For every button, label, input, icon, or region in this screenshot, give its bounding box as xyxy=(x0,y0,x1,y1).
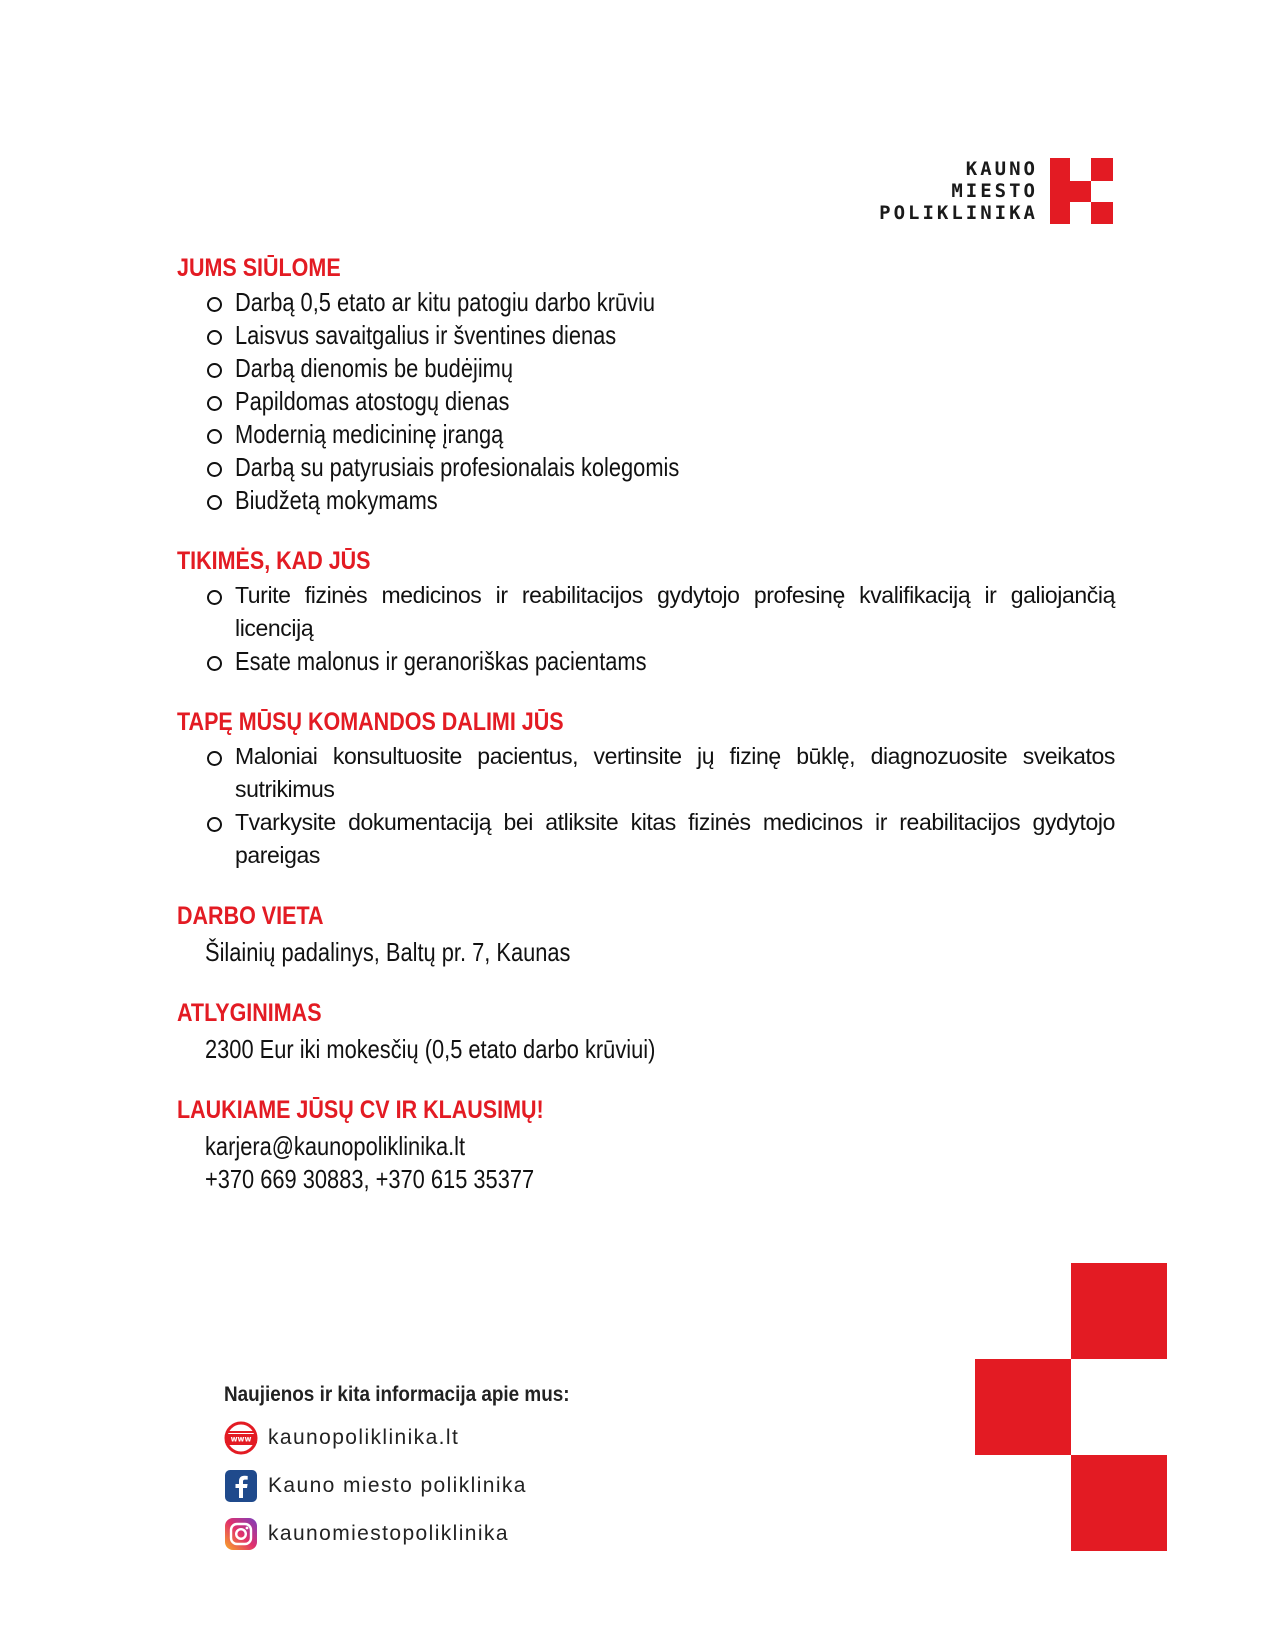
footer xyxy=(224,1383,608,1551)
section-workplace xyxy=(177,900,1115,969)
instagram-icon xyxy=(224,1517,258,1551)
footer-link-text: kaunopoliklinika.lt xyxy=(268,1426,460,1449)
svg-text:www: www xyxy=(230,1434,252,1444)
list-item xyxy=(177,418,1115,451)
list-item-text: Maloniai konsultuosite pacientus, vertinsite jų fizinę būklę, diagnozuosite sveikatos sutrikimus xyxy=(235,743,1115,802)
www-icon xyxy=(224,1421,258,1455)
list-item-text: Tvarkysite dokumentaciją bei atliksite kitas fizinės medicinos ir reabilitacijos gydytojo pareigas xyxy=(235,809,1115,868)
bullet-icon xyxy=(207,590,222,605)
footer-link-website[interactable] xyxy=(224,1421,608,1455)
list-item-text: Laisvus savaitgalius ir šventines dienas xyxy=(235,320,617,350)
list-item xyxy=(177,352,1115,385)
list-item xyxy=(177,740,1115,806)
decorative-square xyxy=(1071,1263,1167,1359)
bullet-icon xyxy=(207,297,222,312)
bullet-icon xyxy=(207,817,222,832)
list-item-text: Biudžetą mokymams xyxy=(235,485,438,515)
main-content xyxy=(177,252,1115,1224)
section-salary xyxy=(177,997,1115,1066)
bullet-icon xyxy=(207,656,222,671)
bullet-icon xyxy=(207,495,222,510)
bullet-icon xyxy=(207,396,222,411)
list-item-text: Turite fizinės medicinos ir reabilitacijos gydytojo profesinę kvalifikaciją ir galiojančią licenciją xyxy=(235,582,1115,641)
section-title: ATLYGINIMAS xyxy=(177,999,322,1027)
list-item-text: Modernią medicininę įrangą xyxy=(235,419,504,449)
logo-line-1: KAUNO xyxy=(965,158,1038,180)
list-item xyxy=(177,286,1115,319)
list-item xyxy=(177,806,1115,872)
salary-text: 2300 Eur iki mokesčių (0,5 etato darbo krūviui) xyxy=(205,1034,656,1064)
decorative-square xyxy=(1071,1455,1167,1551)
logo-line-3: POLIKLINIKA xyxy=(879,202,1038,224)
bullet-icon xyxy=(207,330,222,345)
list-item xyxy=(177,451,1115,484)
footer-title: Naujienos ir kita informacija apie mus: xyxy=(224,1383,570,1406)
expect-list xyxy=(177,579,1115,678)
duties-list xyxy=(177,740,1115,872)
bullet-icon xyxy=(207,429,222,444)
offer-list xyxy=(177,286,1115,517)
list-item xyxy=(177,645,1115,678)
list-item xyxy=(177,385,1115,418)
footer-link-text: kaunomiestopoliklinika xyxy=(268,1522,509,1545)
section-title: TIKIMĖS, KAD JŪS xyxy=(177,547,371,575)
contact-email[interactable]: karjera@kaunopoliklinika.lt xyxy=(205,1131,466,1161)
decorative-squares xyxy=(975,1263,1167,1551)
logo xyxy=(879,158,1113,226)
list-item-text: Esate malonus ir geranoriškas pacientams xyxy=(235,646,647,676)
list-item xyxy=(177,319,1115,352)
list-item-text: Darbą dienomis be budėjimų xyxy=(235,353,514,383)
section-offer xyxy=(177,252,1115,517)
workplace-address: Šilainių padalinys, Baltų pr. 7, Kaunas xyxy=(205,937,571,967)
bullet-icon xyxy=(207,462,222,477)
list-item-text: Papildomas atostogų dienas xyxy=(235,386,510,416)
logo-mark-icon xyxy=(1050,158,1113,224)
section-title: TAPĘ MŪSŲ KOMANDOS DALIMI JŪS xyxy=(177,708,564,736)
footer-link-text: Kauno miesto poliklinika xyxy=(268,1474,527,1497)
list-item-text: Darbą 0,5 etato ar kitu patogiu darbo krūviu xyxy=(235,287,656,317)
list-item xyxy=(177,579,1115,645)
footer-link-instagram[interactable] xyxy=(224,1517,608,1551)
decorative-square xyxy=(975,1359,1071,1455)
bullet-icon xyxy=(207,363,222,378)
section-duties xyxy=(177,706,1115,872)
list-item xyxy=(177,484,1115,517)
section-title: JUMS SIŪLOME xyxy=(177,254,341,282)
facebook-icon xyxy=(224,1469,258,1503)
section-expect xyxy=(177,545,1115,678)
section-title: DARBO VIETA xyxy=(177,902,324,930)
list-item-text: Darbą su patyrusiais profesionalais kolegomis xyxy=(235,452,680,482)
section-contact xyxy=(177,1094,1115,1196)
contact-phones: +370 669 30883, +370 615 35377 xyxy=(205,1164,535,1194)
bullet-icon xyxy=(207,751,222,766)
footer-link-facebook[interactable] xyxy=(224,1469,608,1503)
logo-text xyxy=(879,158,1038,224)
section-title: LAUKIAME JŪSŲ CV IR KLAUSIMŲ! xyxy=(177,1096,544,1124)
logo-line-2: MIESTO xyxy=(951,180,1038,202)
